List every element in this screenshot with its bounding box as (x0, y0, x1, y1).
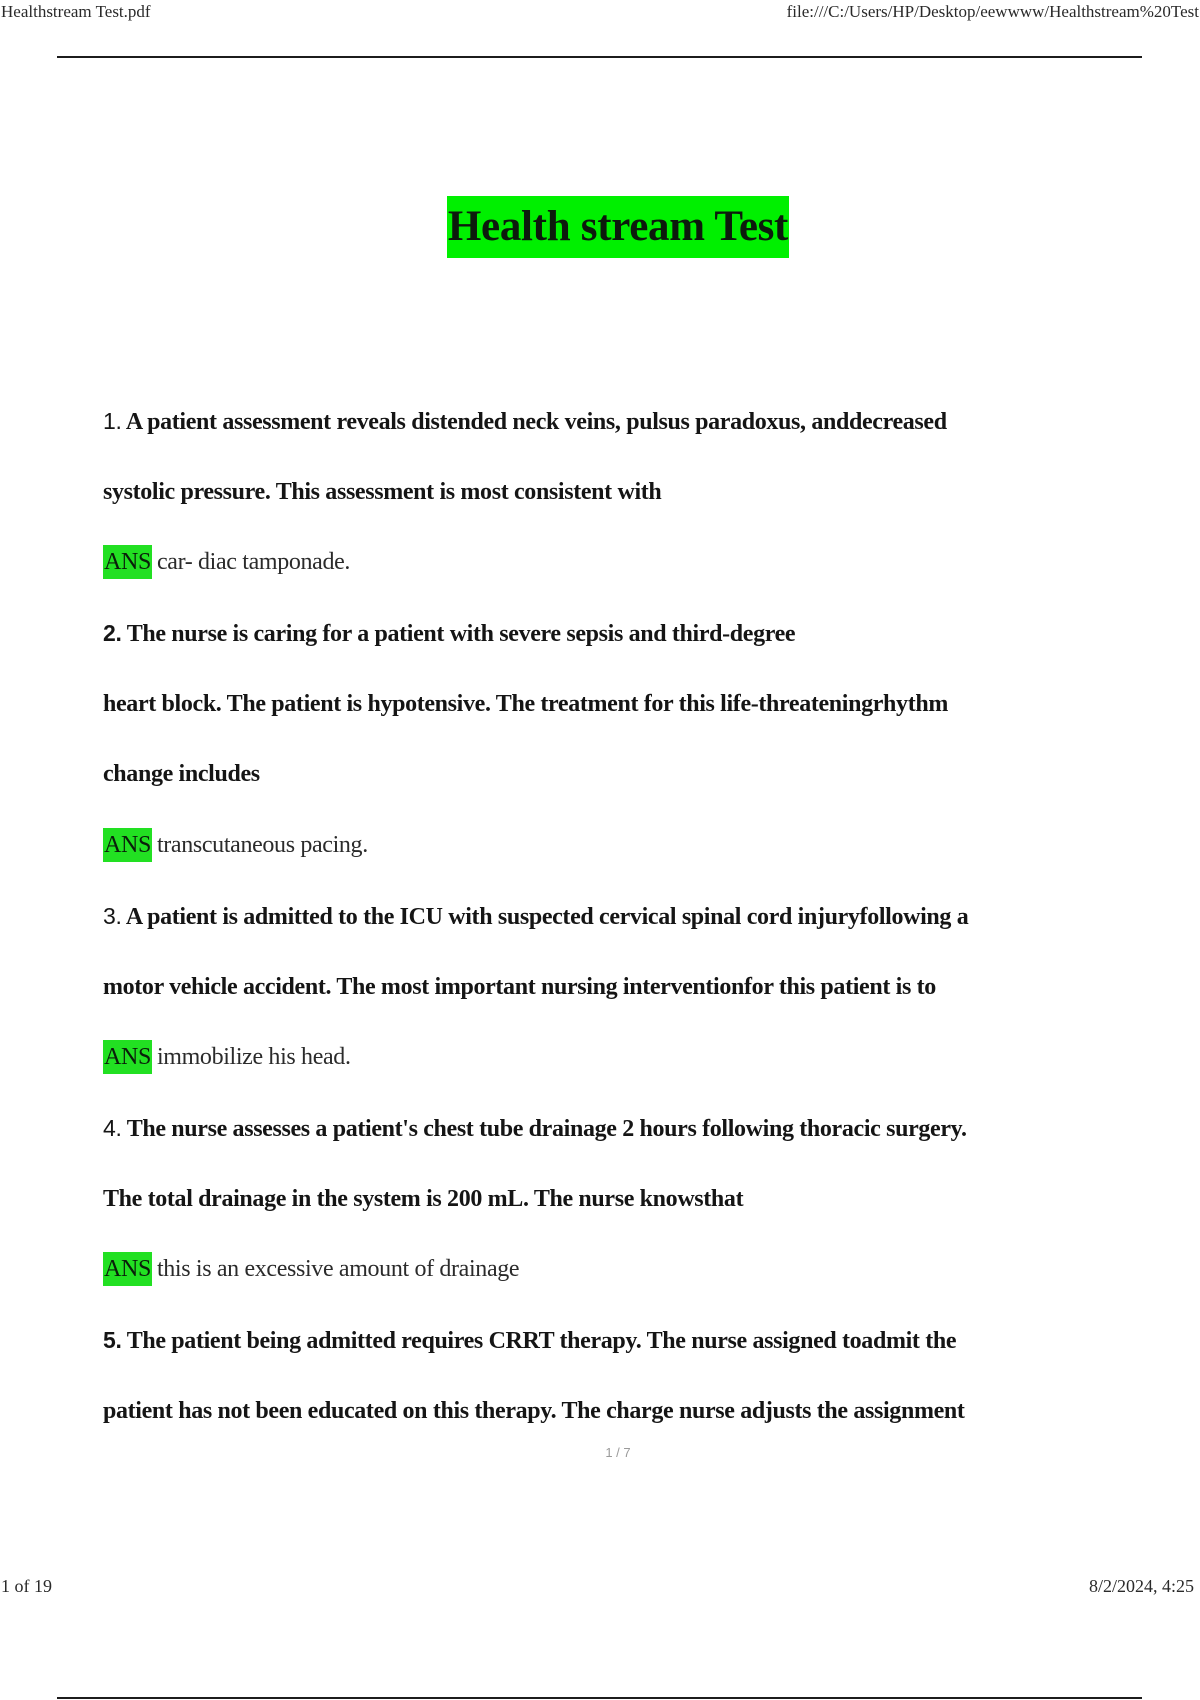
question-5-line-2: patient has not been educated on this therapy. The charge nurse adjusts the assignment (103, 1397, 965, 1424)
answer-label-badge: ANS (103, 1040, 152, 1074)
question-2-line-3: change includes (103, 761, 260, 788)
question-text: The nurse is caring for a patient with severe sepsis and third-degree (126, 621, 796, 648)
answer-text: car- diac tamponade. (156, 549, 351, 576)
question-text: The patient being admitted requires CRRT therapy. The nurse assigned toadmit the (126, 1327, 957, 1354)
header-divider (57, 56, 1142, 58)
answer-label-badge: ANS (103, 1252, 152, 1286)
question-4-line-1 (103, 1105, 1163, 1176)
question-list (103, 398, 1163, 1458)
print-header-file-url: file:///C:/Users/HP/Desktop/eewwww/Healthstream%20Test (786, 2, 1199, 21)
answer-text: immobilize his head. (156, 1044, 351, 1071)
inner-page-marker: 1 / 7 (605, 1445, 631, 1460)
question-1-line-1 (103, 398, 1163, 469)
print-footer-page-count: 1 of 19 (1, 1576, 52, 1596)
answer-label-badge: ANS (103, 828, 152, 862)
question-text: The nurse assesses a patient's chest tube drainage 2 hours following thoracic surgery. (126, 1115, 967, 1142)
question-3-line-2: motor vehicle accident. The most important nursing interventionfor this patient is to (103, 973, 936, 1000)
answer-text: this is an excessive amount of drainage (156, 1256, 520, 1283)
question-text: A patient is admitted to the ICU with suspected cervical spinal cord injuryfollowing a (125, 903, 969, 930)
question-4-line-2: The total drainage in the system is 200 mL. The nurse knowsthat (103, 1185, 744, 1212)
answer-2 (103, 822, 1163, 893)
answer-label-badge: ANS (103, 545, 152, 579)
question-2-line-2: heart block. The patient is hypotensive. The treatment for this life-threateningrhythm (103, 690, 948, 717)
question-number: 2. (103, 620, 122, 647)
question-5-line-1 (103, 1317, 1163, 1388)
title-container (0, 196, 1200, 258)
question-1-line-2: systolic pressure. This assessment is most consistent with (103, 478, 662, 505)
question-text: A patient assessment reveals distended neck veins, pulsus paradoxus, anddecreased (125, 409, 947, 435)
answer-3 (103, 1034, 1163, 1105)
question-number: 4. (103, 1114, 122, 1141)
print-header-document-name: Healthstream Test.pdf (1, 2, 151, 21)
document-title: Health stream Test (447, 196, 789, 258)
answer-text: transcutaneous pacing. (156, 832, 368, 859)
question-number: 5. (103, 1326, 122, 1353)
footer-divider (57, 1697, 1142, 1699)
question-2-line-1 (103, 610, 1163, 681)
print-footer-datetime: 8/2/2024, 4:25 (1088, 1576, 1194, 1596)
question-number: 1. (103, 408, 122, 434)
answer-4 (103, 1246, 1163, 1317)
question-3-line-1 (103, 893, 1163, 964)
question-number: 3. (103, 902, 122, 929)
answer-1 (103, 539, 1163, 610)
